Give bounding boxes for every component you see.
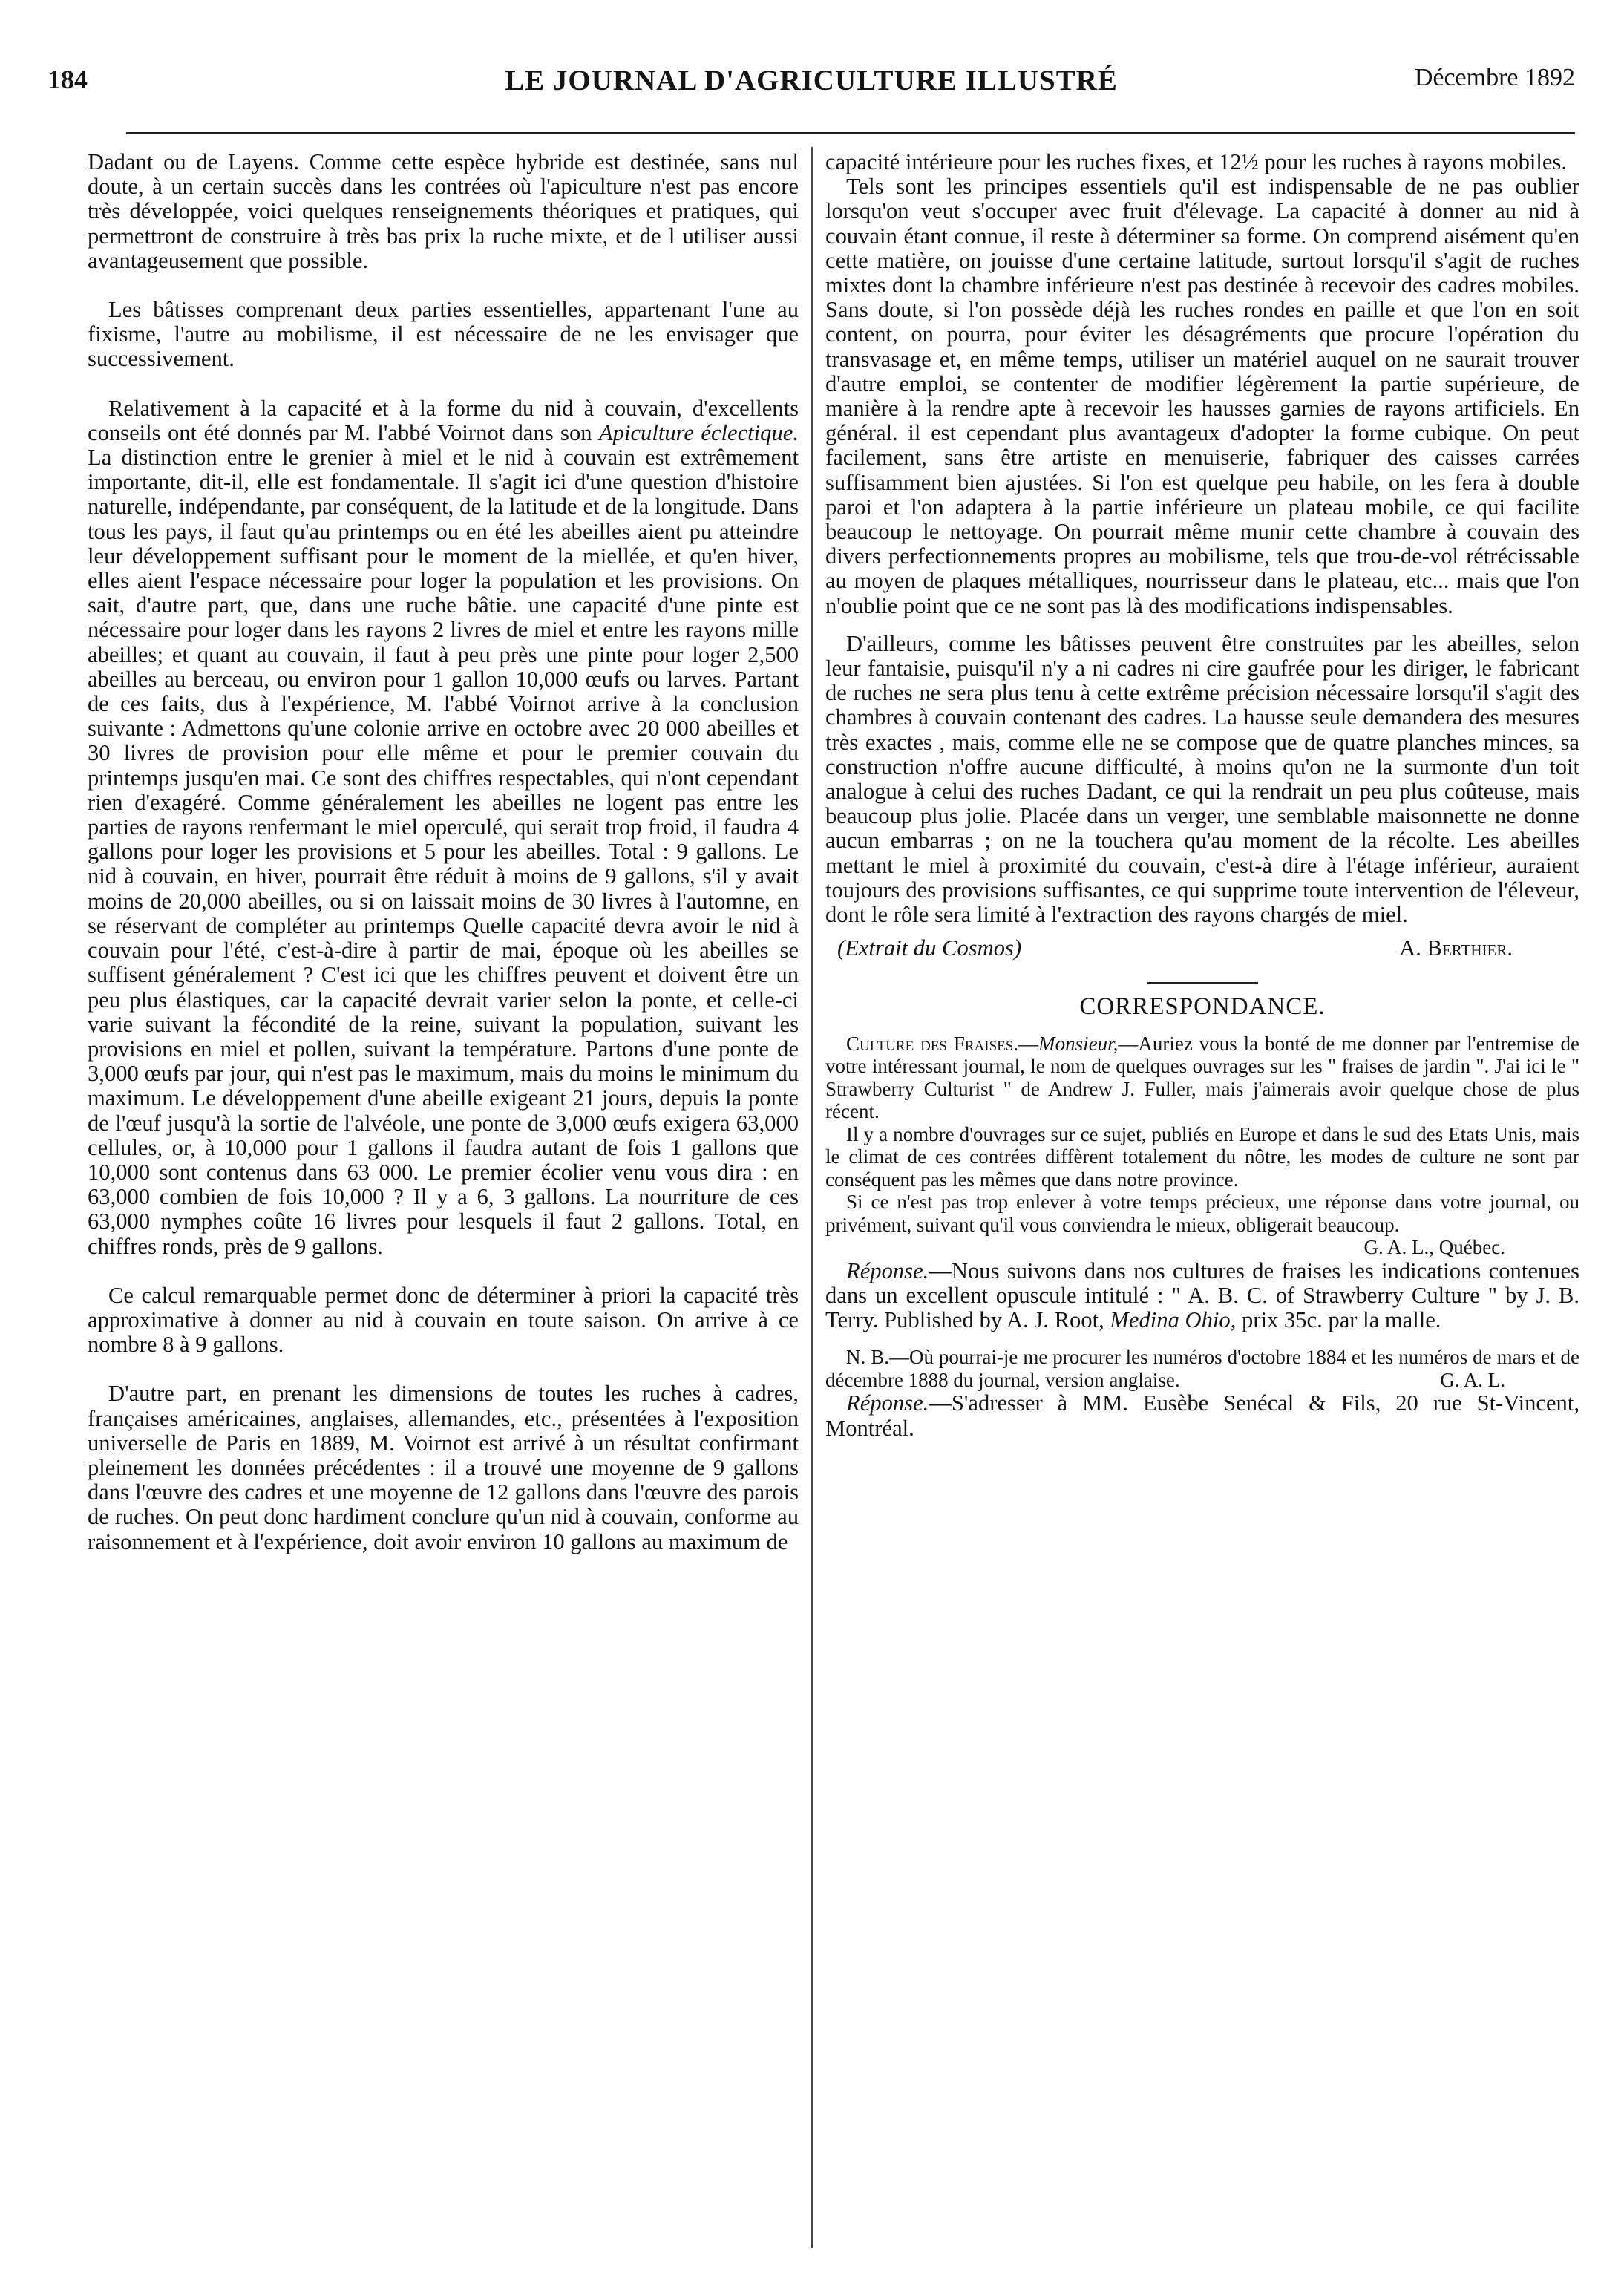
letter-rubric: Culture des Fraises.— [846, 1032, 1039, 1055]
letter-paragraph [825, 1033, 1579, 1123]
page-header [48, 64, 1575, 108]
letter-salutation: Monsieur, [1038, 1032, 1119, 1055]
reply-label: Réponse. [846, 1257, 929, 1283]
header-rule [126, 132, 1575, 134]
text-run: —Auriez vous la bonté de me donner par l'entremise de votre intéressant journal, le nom de quelques ouvrages sur les " fraises de jardin ". J'ai ici le " Strawberry Culturist " de Andrew J. Fuller, mais j'aimerais avoir quelque chose de plus récent. [825, 1032, 1579, 1123]
paragraph: capacité intérieure pour les ruches fixes, et 12½ pour les ruches à rayons mobiles. [825, 149, 1568, 174]
paragraph: Ce calcul remarquable permet donc de déterminer à priori la capacité très approximative à donner au nid à couvain en toute saison. On arrive à ce nombre 8 à 9 gallons. [88, 1282, 799, 1358]
paragraph: D'autre part, en prenant les dimensions de toutes les ruches à cadres, françaises américaines, anglaises, allemandes, etc., présentées à l'exposition universelle de Paris en 1889, M. Voirnot est arrivé à un résultat confirmant pleinement les données précédentes : il a trouvé une moyenne de 9 gallons dans l'œuvre des cadres et une moyenne de 12 gallons dans l'œuvre des parois de ruches. On peut donc hardiment conclure qu'un nid à couvain, conforme au raisonnement et à l'expérience, doit avoir environ 10 gallons au maximum de [88, 1381, 799, 1554]
section-rule [1147, 982, 1258, 984]
paragraph [88, 396, 799, 1259]
issue-date: Décembre 1892 [1414, 64, 1575, 91]
note-signoff: G. A. L. [1440, 1368, 1505, 1391]
paragraph: Les bâtisses comprenant deux parties essentielles, appartenant l'une au fixisme, l'autre au mobilisme, il est nécessaire de ne les envisager que successivement. [88, 297, 799, 372]
text-run: —S'adresser à MM. Eusèbe Senécal & Fils, 20 rue St-Vincent, Montréal. [825, 1390, 1579, 1441]
paragraph: Dadant ou de Layens. Comme cette espèce hybride est destinée, sans nul doute, à un certain succès dans les contrées où l'apiculture n'est pas encore très développée, voici quelques renseignements théoriques et pratiques, qui permettront de construire à très bas prix la ruche mixte, et de l utiliser aussi avantageusement que possible. [88, 149, 799, 273]
page-number: 184 [48, 65, 88, 94]
letter [825, 1033, 1579, 1259]
author-name: A. Berthier. [1399, 935, 1513, 961]
letter-signoff: G. A. L., Québec. [1363, 1236, 1505, 1259]
place-name: Medina Ohio [1110, 1307, 1231, 1333]
nb-note [825, 1346, 1579, 1391]
left-column [88, 150, 799, 1554]
note-paragraph [825, 1346, 1579, 1391]
letter-paragraph [825, 1191, 1579, 1259]
article-signature [825, 936, 1579, 961]
text-run: N. B.—Où pourrai-je me procurer les numéros d'octobre 1884 et les numéros de mars et de décembre 1888 du journal, version anglaise. [825, 1346, 1579, 1391]
right-column [825, 150, 1579, 1441]
reply-label: Réponse. [846, 1390, 929, 1416]
paragraph: D'ailleurs, comme les bâtisses peuvent être construites par les abeilles, selon leur fantaisie, puisqu'il n'y a ni cadres ni cire gaufrée pour les diriger, le fabricant de ruches ne sera plus tenu à cette extrême précision nécessaire lorsqu'il s'agit des chambres à couvain contenant des cadres. La hausse seule demandera des mesures très exactes , mais, comme elle ne se compose que de quatre planches minces, sa construction n'offre aucune difficulté, à moins qu'on ne la surmonte d'un toit analogue à celui des ruches Dadant, ce qui la rendrait un peu plus coûteuse, mais beaucoup plus jolie. Placée dans un verger, une semblable maisonnette ne donne aucun embarras ; on ne la touchera qu'au moment de la récolte. Les abeilles mettant le miel à proximité du couvain, c'est-à dire à l'étage inférieur, auraient toujours des provisions suffisantes, ce qui supprime toute intervention de l'éleveur, dont le rôle sera limité à l'extraction des rayons chargés de miel. [825, 630, 1579, 928]
journal-title: LE JOURNAL D'AGRICULTURE ILLUSTRÉ [505, 65, 1118, 97]
text-run: Relativement à la capacité et à la forme du nid à couvain, d'excellents conseils ont été donnés par M. l'abbé Voirnot dans son [88, 395, 799, 445]
reply-paragraph [825, 1391, 1579, 1440]
section-heading: CORRESPONDANCE. [1079, 992, 1326, 1020]
column-divider [811, 147, 813, 2248]
text-run: Si ce n'est pas trop enlever à votre temps précieux, une réponse dans votre journal, ou privément, suivant qu'il vous conviendra le mieux, obligerait beaucoup. [825, 1191, 1579, 1236]
paragraph: Tels sont les principes essentiels qu'il est indispensable de ne pas oublier lorsqu'on veut s'occuper avec fruit d'élevage. La capacité à donner au nid à couvain étant connue, il reste à déterminer sa forme. On comprend aisément qu'en cette matière, on jouisse d'une certaine latitude, surtout lorsqu'il s'agit de ruches mixtes dont la chambre inférieure n'est pas destinée à recevoir des cadres mobiles. Sans doute, si l'on possède déjà les ruches rondes en paille et que l'on en soit content, on pourra, pour éviter les désagréments que procure l'opération du transvasage et, en même temps, utiliser un matériel auquel on ne saurait trouver d'autre emploi, se contenter de modifier légèrement la partie supérieure, de manière à la rendre apte à recevoir les hausses garnies de rayons artificiels. En général. il est cependant plus avantageux d'adopter la forme cubique. On peut facilement, sans être artiste en menuiserie, fabriquer des caisses carrées suffisamment bien ajustées. Si l'on est quelque peu habile, on les fera à double paroi et l'on adaptera à la partie inférieure un plateau mobile, ce qui facilite beaucoup le nettoyage. On pourrait même munir cette chambre à couvain des divers perfectionnements propres au mobilisme, tels que trou-de-vol rétrécissable au moyen de plaques métalliques, nourrisseur dans le plateau, etc... mais que l'on n'oublie point que ce ne sont pas là des modifications indispensables. [825, 174, 1579, 618]
text-run: , prix 35c. par la malle. [1230, 1307, 1441, 1333]
reply-paragraph [825, 1259, 1579, 1333]
text-run: La distinction entre le grenier à miel et le nid à couvain est extrêmement importante, dit-il, elle est fondamentale. Il s'agit ici d'une question d'histoire naturelle, indépendante, par conséquent, de la latitude et de la longitude. Dans tous les pays, il faut qu'au printemps ou en été les abeilles aient pu atteindre leur développement suffisant pour le moment de la miellée, et qu'en hiver, elles aient l'espace nécessaire pour loger la population et les provisions. On sait, d'autre part, que, dans une ruche bâtie. une capacité d'une pinte est nécessaire pour loger dans les rayons 2 livres de miel et entre les rayons mille abeilles; et quant au couvain, il faut à peu près une pinte pour loger 2,500 abeilles au berceau, ou environ pour 1 gallon 10,000 œufs ou larves. Partant de ces faits, dus à l'expérience, M. l'abbé Voirnot arrive à la conclusion suivante : Admettons qu'une colonie arrive en octobre avec 20 000 abeilles et 30 livres de provision pour elle même et pour le premier couvain du printemps jusqu'en mai. Ce sont des chiffres respectables, qui n'ont cependant rien d'exagéré. Comme généralement les abeilles ne logent pas entre les parties de rayons renfermant le miel operculé, qui serait trop froid, il faudra 4 gallons pour loger les provisions et 5 pour les abeilles. Total : 9 gallons. Le nid à couvain, en hiver, pourrait être réduit à moins de 9 gallons, s'il y avait moins de 20,000 abeilles, ou si on laissait moins de 30 livres à l'automne, en se réservant de compléter au printemps Quelle capacité devra avoir le nid à couvain pour l'été, c'est-à-dire à partir de mai, époque où les abeilles se suffisent généralement ? C'est ici que les chiffres peuvent et doivent être un peu plus élastiques, car la capacité devrait varier selon la ponte, et celle-ci varie suivant la fécondité de la reine, suivant la population, suivant les provisions en miel et pollen, suivant la température. Partons d'une ponte de 3,000 œufs par jour, qui n'est pas le maximum, mais du moins le minimum du maximum. Le développement d'une abeille exigeant 21 jours, depuis la ponte de l'œuf jusqu'à la sortie de l'alvéole, une ponte de 3,000 œufs exigera 63,000 cellules, or, à 10,000 pour 1 gallons il faudra autant de fois 1 gallons que 10,000 sont contenus dans 63 000. Le premier écolier venu vous dira : en 63,000 combien de fois 10,000 ? Il y a 6, 3 gallons. La nourriture de ces 63,000 nymphes coûte 16 livres pour lesquels il faut 2 gallons. Total, en chiffres ronds, près de 9 gallons. [88, 445, 799, 1259]
letter-paragraph: Il y a nombre d'ouvrages sur ce sujet, publiés en Europe et dans le sud des Etats Unis, mais le climat de ces contrées diffèrent totalement du nôtre, les modes de culture ne sont par conséquent pas les mêmes que dans notre province. [825, 1122, 1579, 1191]
source-credit: (Extrait du Cosmos) [837, 935, 1022, 961]
text-run: —Nous suivons dans nos cultures de fraises les indications contenues dans un excellent opuscule intitulé : " A. B. C. of Strawberry Culture " by J. B. Terry. Published by A. J. Root, [825, 1257, 1579, 1333]
book-title: Apiculture éclectique. [598, 419, 799, 445]
